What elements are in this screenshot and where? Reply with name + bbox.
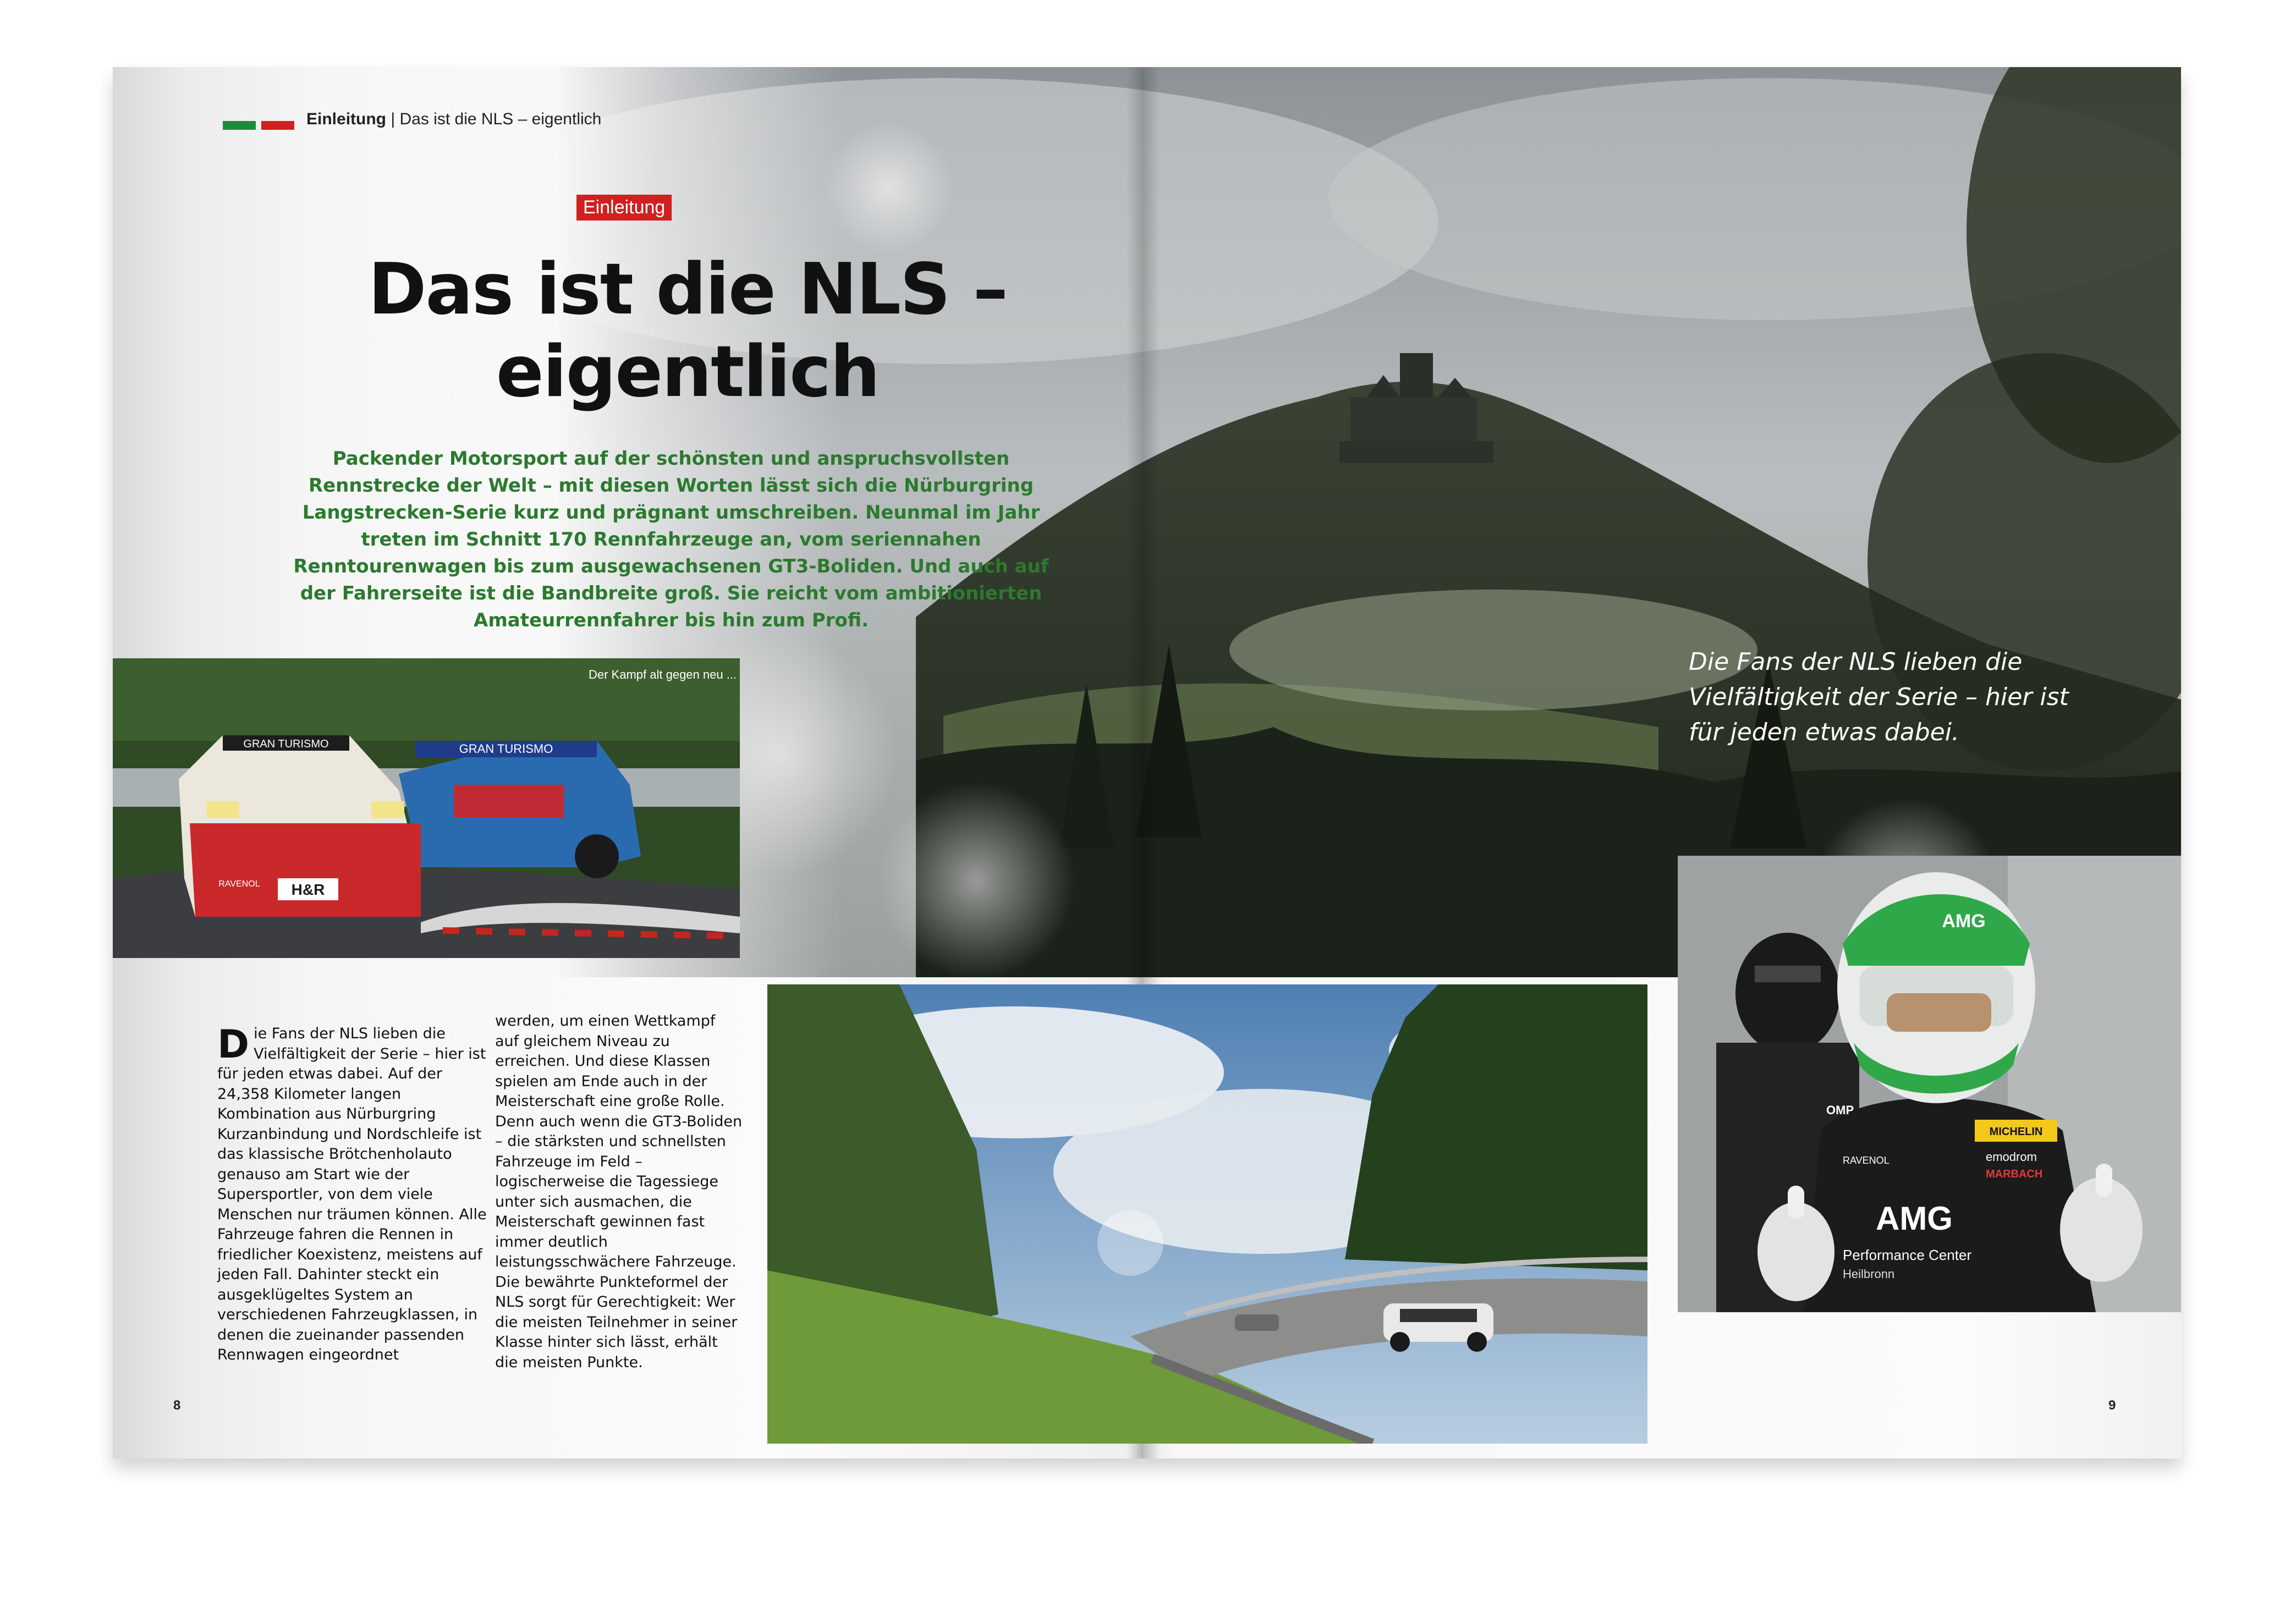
section-tag: Einleitung [576, 195, 672, 221]
ravenol-sticker-text: RAVENOL [218, 879, 260, 889]
running-header [306, 110, 601, 129]
running-header-separator: | [391, 110, 396, 128]
marbach-text: MARBACH [1986, 1168, 2043, 1180]
michelin-text: MICHELIN [1989, 1126, 2043, 1138]
body-column-1 [217, 1024, 492, 1366]
body-column-2: werden, um einen Wettkampf auf gleichem Niveau zu erreichen. Und diese Klassen spielen am Ende auch in der Meisterschaft eine große Rolle. Denn auch wenn die GT3-Boliden – die stärksten und schnellsten Fahrzeuge im Feld – logischerweise die Tagessiege unter sich ausmachen, die Meisterschaft gewinnen fast immer deutlich leistungsschwächere Fahrzeuge. Die bewährte Punkteformel der NLS sorgt für Gerechtigkeit: Wer die meisten Teilnehmer in seiner Klasse hinter sich lässt, erhält die meisten Punkte. [495, 1012, 743, 1371]
lead-paragraph: Packender Motorsport auf der schönsten und anspruchsvollsten Rennstrecke der Welt – mit diesen Worten lässt sich die Nürburgring Langstrecken-Serie kurz und prägnant umschreiben. Neunmal im Jahr treten im Schnitt 170 Rennfahrzeuge an, vom seriennahen Renntourenwagen bis zum ausgewachsenen GT3-Boliden. Und auch auf der Fahrerseite ist die Bandbreite groß. Sie reicht vom ambitionierten Amateurrennfahrer bis hin zum Profi. [293, 448, 1049, 631]
article-title [316, 249, 1059, 414]
drop-cap: D [217, 1022, 250, 1067]
magazine-spread [113, 67, 2181, 1458]
running-header-subtitle: Das ist die NLS – eigentlich [399, 110, 602, 128]
chest-logo-text: AMG [1876, 1200, 1953, 1237]
ravenol-suit-text: RAVENOL [1843, 1155, 1889, 1166]
article-title-line2: eigentlich [496, 331, 880, 413]
track-curve-photo [767, 984, 1647, 1444]
omp-text: OMP [1826, 1103, 1854, 1117]
article-title-line1: Das ist die NLS – [368, 249, 1007, 331]
driver-portrait-photo [1678, 856, 2181, 1312]
opel-banner-text: GRAN TURISMO [243, 738, 329, 750]
hr-logo-text: H&R [291, 881, 325, 898]
heilbronn-text: Heilbronn [1843, 1267, 1895, 1281]
body-column-1-text: ie Fans der NLS lieben die Vielfältigkeit der Serie – hier ist für jeden etwas dabei. Auf der 24,358 Kilometer langen Kombination aus Nürburgring Kurzanbindung und Nordschleife ist das klassische Brötchenholauto genauso am Start wie der Supersportler, von dem viele Menschen nur träumen können. Alle Fahrzeuge fahren die Rennen in friedlicher Koexistenz, meistens auf jeden Fall. Dahinter steckt ein ausgeklügeltes System an verschiedenen Fahrzeugklassen, in denen die zueinander passenden Rennwagen eingeordnet [217, 1025, 487, 1363]
page-number-left: 8 [173, 1398, 181, 1413]
running-header-section: Einleitung [306, 110, 386, 128]
header-flag-mark [223, 121, 294, 130]
race-cars-photo [113, 658, 740, 958]
performance-center-text: Performance Center [1843, 1247, 1972, 1263]
helmet-logo-text: AMG [1942, 911, 1986, 932]
emodrom-text: emodrom [1986, 1150, 2037, 1164]
audi-banner-text: GRAN TURISMO [459, 742, 553, 756]
race-photo-caption: Der Kampf alt gegen neu ... [589, 668, 737, 681]
pull-quote: Die Fans der NLS lieben die Vielfältigkeit der Serie – hier ist für jeden etwas dabei. [1689, 648, 2069, 746]
page-number-right: 9 [2108, 1398, 2116, 1413]
